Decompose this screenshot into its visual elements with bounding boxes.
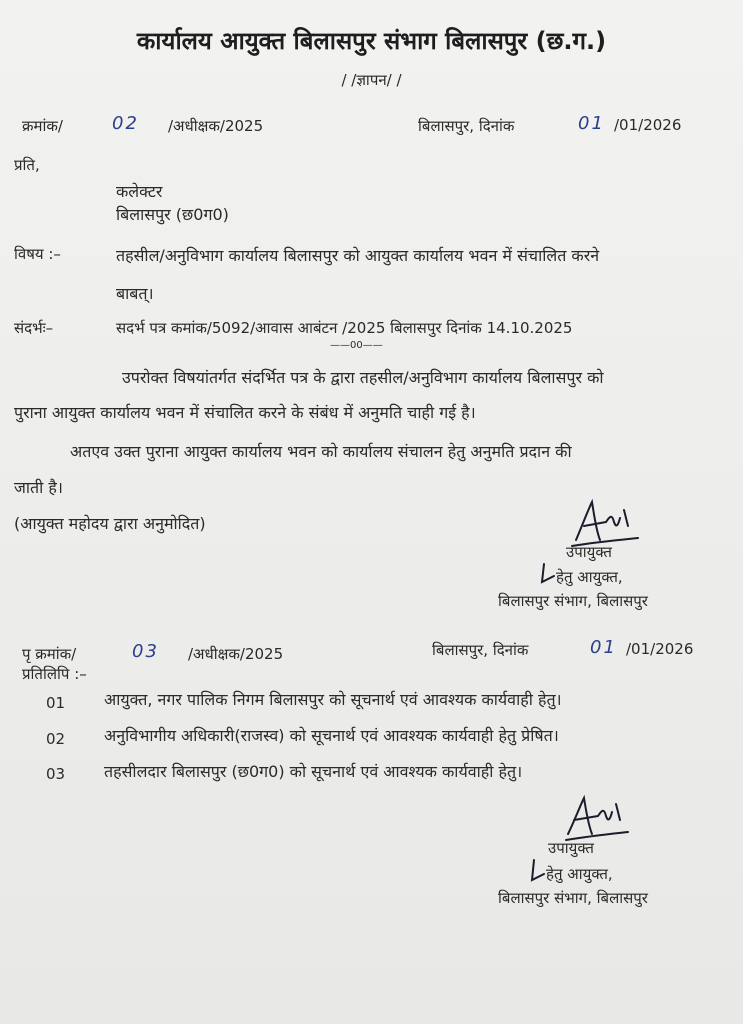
krmank-label: क्रमांक/ <box>22 117 63 135</box>
subject-line1: तहसील/अनुविभाग कार्यालय बिलासपुर को आयुक्त कार्यालय भवन में संचालित करने <box>116 246 600 265</box>
pr-date-day: 01 <box>590 637 617 658</box>
pr-krmank-suffix: /अधीक्षक/2025 <box>188 645 284 663</box>
sig2-designation: उपायुक्त <box>548 839 594 857</box>
pr-krmank-number: 03 <box>132 641 159 662</box>
para2-line1: अतएव उक्त पुराना आयुक्त कार्यालय भवन को कार्यालय संचालन हेतु अनुमति प्रदान की <box>70 442 572 461</box>
krmank-number: 02 <box>112 113 139 134</box>
sig2-initial-mark <box>528 858 548 884</box>
copies-label: प्रतिलिपि :– <box>22 665 87 683</box>
subject-label: विषय :– <box>14 245 61 263</box>
sig1-for-line: हेतु आयुक्त, <box>556 568 623 586</box>
reference-text: सदर्भ पत्र कमांक/5092/आवास आबंटन /2025 बिलासपुर दिनांक 14.10.2025 <box>116 319 573 337</box>
copy-number: 03 <box>46 765 66 783</box>
sig1-office: बिलासपुर संभाग, बिलासपुर <box>498 592 648 610</box>
office-title: कार्यालय आयुक्त बिलासपुर संभाग बिलासपुर (छ.ग.) <box>136 27 607 55</box>
copy-text: तहसीलदार बिलासपुर (छ0ग0) को सूचनार्थ एवं आवश्यक कार्यवाही हेतु। <box>104 762 523 781</box>
recipient-line2: बिलासपुर (छ0ग0) <box>116 205 229 224</box>
krmank-suffix: /अधीक्षक/2025 <box>168 117 264 135</box>
subject-line2: बाबत्। <box>116 284 154 303</box>
approval-note: (आयुक्त महोदय द्वारा अनुमोदित) <box>14 514 206 533</box>
copy-number: 01 <box>46 694 66 712</box>
place-date-label: बिलासपुर, दिनांक <box>418 117 515 135</box>
copy-number: 02 <box>46 730 66 748</box>
copy-text: आयुक्त, नगर पालिक निगम बिलासपुर को सूचनार्थ एवं आवश्यक कार्यवाही हेतु। <box>104 690 562 709</box>
prati-label: प्रति, <box>14 156 40 174</box>
pr-krmank-label: पृ क्रमांक/ <box>22 645 77 663</box>
para1-line2: पुराना आयुक्त कार्यालय भवन में संचालित करने के संबंध में अनुमति चाही गई है। <box>14 403 476 422</box>
sig2-for-line: हेतु आयुक्त, <box>546 865 613 883</box>
doc-type-label: / /ज्ञापन/ / <box>341 71 402 89</box>
pr-place-date-label: बिलासपुर, दिनांक <box>432 641 529 659</box>
sig1-designation: उपायुक्त <box>566 543 612 561</box>
para1-line1: उपरोक्त विषयांतर्गत संदर्भित पत्र के द्वारा तहसील/अनुविभाग कार्यालय बिलासपुर को <box>122 368 604 387</box>
pr-date-rest: /01/2026 <box>626 640 694 658</box>
copy-text: अनुविभागीय अधिकारी(राजस्व) को सूचनार्थ एवं आवश्यक कार्यवाही हेतु प्रेषित। <box>104 726 559 745</box>
recipient-line1: कलेक्टर <box>116 182 163 201</box>
para2-line2: जाती है। <box>14 478 63 497</box>
reference-label: संदर्भः– <box>14 319 54 337</box>
separator: ——00—— <box>330 340 383 351</box>
sig1-initial-mark <box>538 562 558 586</box>
sig2-office: बिलासपुर संभाग, बिलासपुर <box>498 889 648 907</box>
date-rest: /01/2026 <box>614 116 682 134</box>
date-day: 01 <box>578 113 605 134</box>
